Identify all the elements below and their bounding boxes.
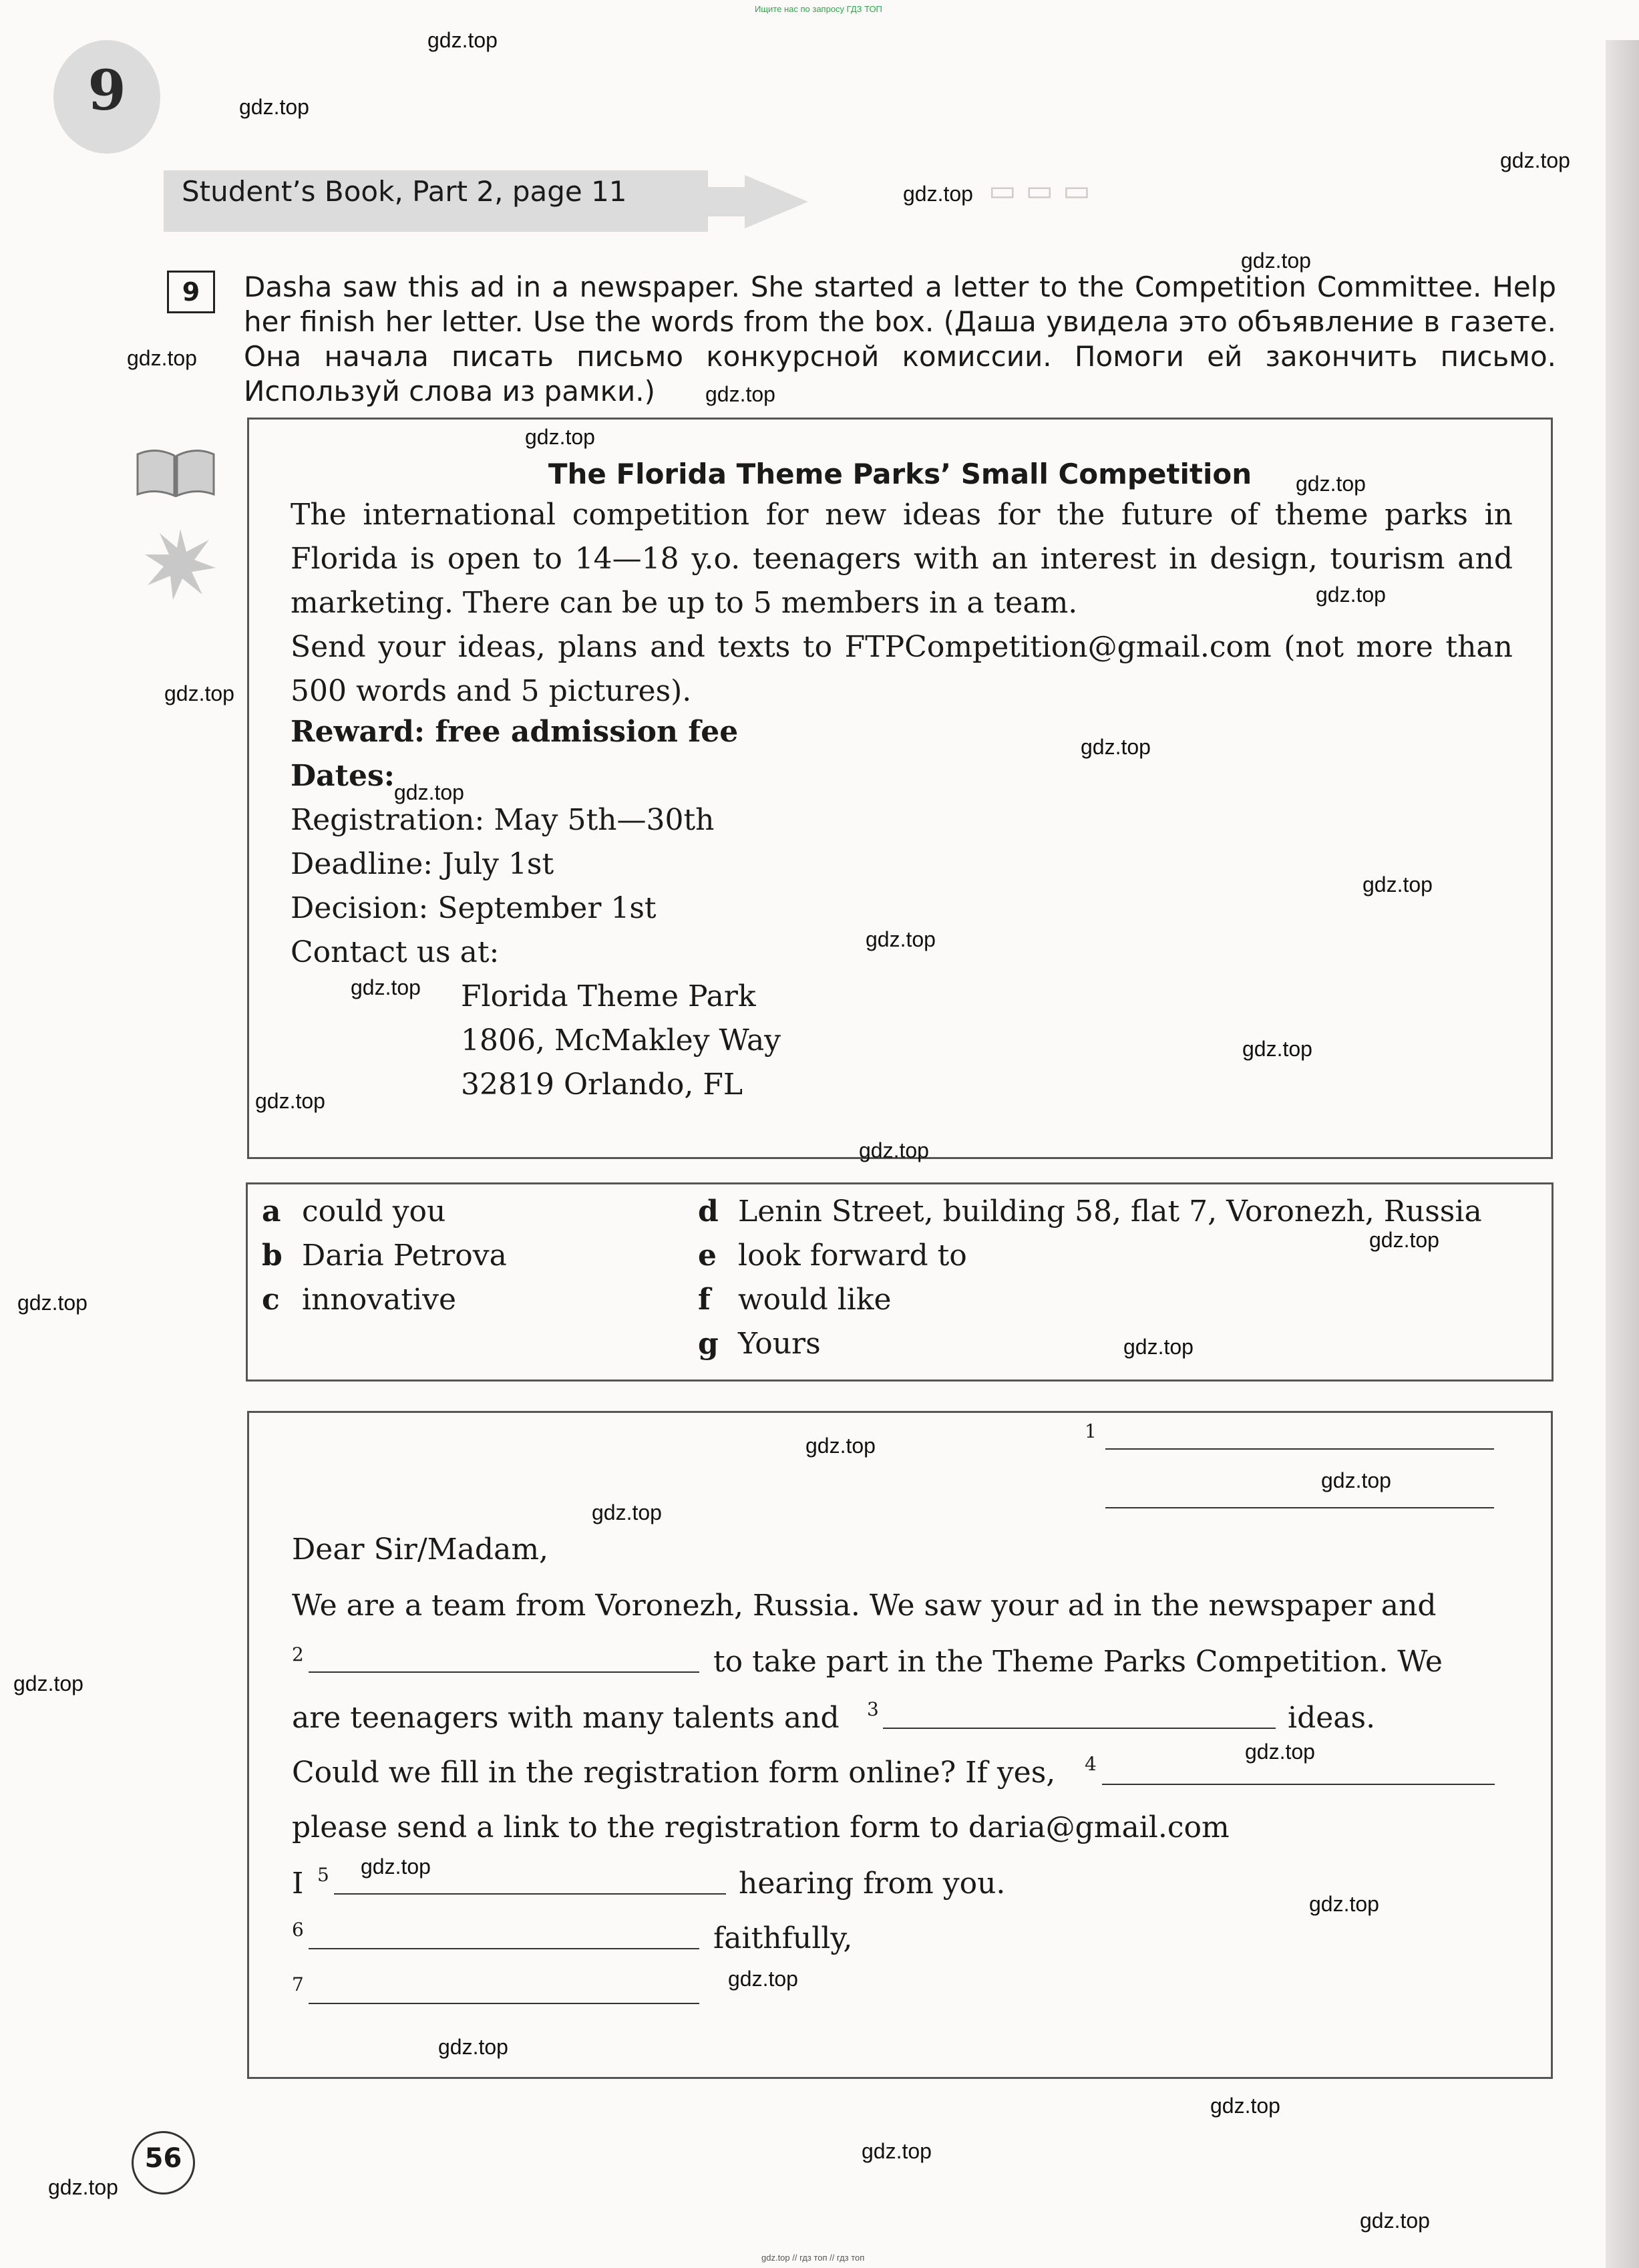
watermark: gdz.top xyxy=(239,95,309,119)
watermark: gdz.top xyxy=(127,346,197,370)
answer-gap-3[interactable] xyxy=(883,1728,1276,1729)
answer-gap-5[interactable] xyxy=(334,1893,726,1895)
letter-line-1: We are a team from Voronezh, Russia. We saw your ad in the newspaper and xyxy=(292,1589,1437,1623)
book-reference: Student’s Book, Part 2, page 11 xyxy=(182,175,627,208)
letter-line-6a: I xyxy=(292,1867,304,1901)
watermark: gdz.top xyxy=(1210,2094,1280,2118)
answer-gap-7[interactable] xyxy=(309,2003,699,2004)
watermark: gdz.top xyxy=(1362,872,1433,897)
option-g: g Yours xyxy=(698,1327,821,1361)
watermark: gdz.top xyxy=(1245,1740,1315,1764)
watermark: gdz.top xyxy=(1241,249,1311,273)
watermark: gdz.top xyxy=(1309,1892,1379,1916)
answer-gap-4[interactable] xyxy=(1102,1784,1495,1785)
letter-line-5: please send a link to the registration form to daria@gmail.com xyxy=(292,1810,1230,1844)
watermark: gdz.top xyxy=(805,1434,876,1458)
ad-decision: Decision: September 1st xyxy=(291,891,657,925)
letter-line-2: to take part in the Theme Parks Competition. We xyxy=(713,1645,1443,1679)
letter-box xyxy=(247,1411,1553,2079)
page-edge-shadow xyxy=(1606,40,1639,2268)
watermark: gdz.top xyxy=(427,28,498,52)
watermark: gdz.top xyxy=(394,780,464,804)
gap-number-1: 1 xyxy=(1085,1420,1097,1442)
watermark: gdz.top xyxy=(351,975,421,999)
option-a: a could you xyxy=(262,1194,446,1229)
watermark: gdz.top xyxy=(525,425,595,449)
letter-line-6b: hearing from you. xyxy=(739,1867,1006,1901)
gap-number-7: 7 xyxy=(292,1973,304,1995)
letter-line-3b: ideas. xyxy=(1288,1701,1376,1735)
watermark: gdz.top xyxy=(1500,148,1570,172)
star-burst-icon xyxy=(144,528,217,601)
ad-address-line-3: 32819 Orlando, FL xyxy=(461,1068,743,1102)
watermark: gdz.top xyxy=(361,1854,431,1879)
answer-gap-6[interactable] xyxy=(309,1948,699,1949)
watermark: gdz.top xyxy=(1316,583,1386,607)
ad-contact-label: Contact us at: xyxy=(291,935,500,969)
chapter-number: 9 xyxy=(87,59,126,123)
watermark: gdz.top xyxy=(866,927,936,951)
option-c: c innovative xyxy=(262,1283,456,1317)
search-hint: Ищите нас по запросу ГДЗ ТОП xyxy=(755,4,882,14)
watermark: gdz.top xyxy=(13,1671,83,1695)
option-d: d Lenin Street, building 58, flat 7, Voronezh, Russia xyxy=(698,1194,1482,1229)
watermark: gdz.top xyxy=(728,1967,798,1991)
option-e: e look forward to xyxy=(698,1239,967,1273)
watermark: gdz.top xyxy=(48,2175,118,2199)
watermark: gdz.top xyxy=(903,182,973,206)
ad-registration: Registration: May 5th—30th xyxy=(291,803,715,837)
footer-note: gdz.top // гдз топ // гдз топ xyxy=(761,2253,865,2263)
option-f: f would like xyxy=(698,1283,892,1317)
gap-number-5: 5 xyxy=(317,1864,329,1886)
gap-number-3: 3 xyxy=(867,1698,879,1720)
answer-gap-2[interactable] xyxy=(309,1671,699,1673)
ad-deadline: Deadline: July 1st xyxy=(291,847,554,881)
ad-address-line-2: 1806, McMakley Way xyxy=(461,1023,781,1058)
watermark: gdz.top xyxy=(438,2035,508,2059)
watermark: gdz.top xyxy=(1360,2209,1430,2233)
option-b: b Daria Petrova xyxy=(262,1239,507,1273)
letter-line-3a: are teenagers with many talents and xyxy=(292,1701,840,1735)
gap-number-4: 4 xyxy=(1085,1753,1097,1775)
ad-title: The Florida Theme Parks’ Small Competition xyxy=(548,458,1252,490)
answer-gap-1-cont[interactable] xyxy=(1105,1507,1494,1508)
watermark: gdz.top xyxy=(164,681,234,705)
letter-line-7: faithfully, xyxy=(713,1921,853,1955)
arrow-right-icon xyxy=(708,175,808,228)
answer-gap-1[interactable] xyxy=(1105,1448,1494,1450)
book-icon xyxy=(132,441,219,501)
ad-paragraph-1: The international competition for new ideas for the future of theme parks in Florida is open to 14—18 y.o. teenagers with an interest in design, tourism and marketing. There can be up to 5 members in a team. xyxy=(291,498,1513,620)
page-number: 56 xyxy=(144,2143,182,2174)
watermark: gdz.top xyxy=(592,1500,662,1524)
letter-line-4: Could we fill in the registration form online? If yes, xyxy=(292,1756,1056,1790)
watermark: gdz.top xyxy=(1296,472,1366,496)
watermark: gdz.top xyxy=(255,1089,325,1113)
watermark: gdz.top xyxy=(862,2139,932,2163)
letter-greeting: Dear Sir/Madam, xyxy=(292,1532,549,1567)
watermark: gdz.top xyxy=(1321,1468,1391,1492)
gap-number-2: 2 xyxy=(292,1643,304,1665)
watermark: gdz.top xyxy=(1081,735,1151,759)
ad-paragraph-2: Send your ideas, plans and texts to FTPCompetition@gmail.com (not more than 500 words and 5 pictures). xyxy=(291,630,1513,708)
bleed-through: ▭ ▭ ▭ xyxy=(988,174,1091,208)
ad-address-line-1: Florida Theme Park xyxy=(461,979,756,1013)
task-number: 9 xyxy=(167,271,215,313)
watermark: gdz.top xyxy=(1242,1037,1312,1061)
watermark: gdz.top xyxy=(859,1138,929,1162)
ad-reward: Reward: free admission fee xyxy=(291,715,739,749)
watermark: gdz.top xyxy=(17,1291,87,1315)
task-instruction: Dasha saw this ad in a newspaper. She started a letter to the Competition Committee. Help her finish her letter. Use the words from the box. (Даша увидела это объявление в газете. Она начала писать письмо конкурсной комиссии. Помоги ей закончить письмо. Используй слова из рамки.) xyxy=(244,271,1556,408)
ad-dates-label: Dates: xyxy=(291,759,395,793)
watermark: gdz.top xyxy=(1369,1228,1439,1252)
watermark: gdz.top xyxy=(705,382,775,406)
watermark: gdz.top xyxy=(1123,1335,1194,1359)
gap-number-6: 6 xyxy=(292,1919,304,1941)
